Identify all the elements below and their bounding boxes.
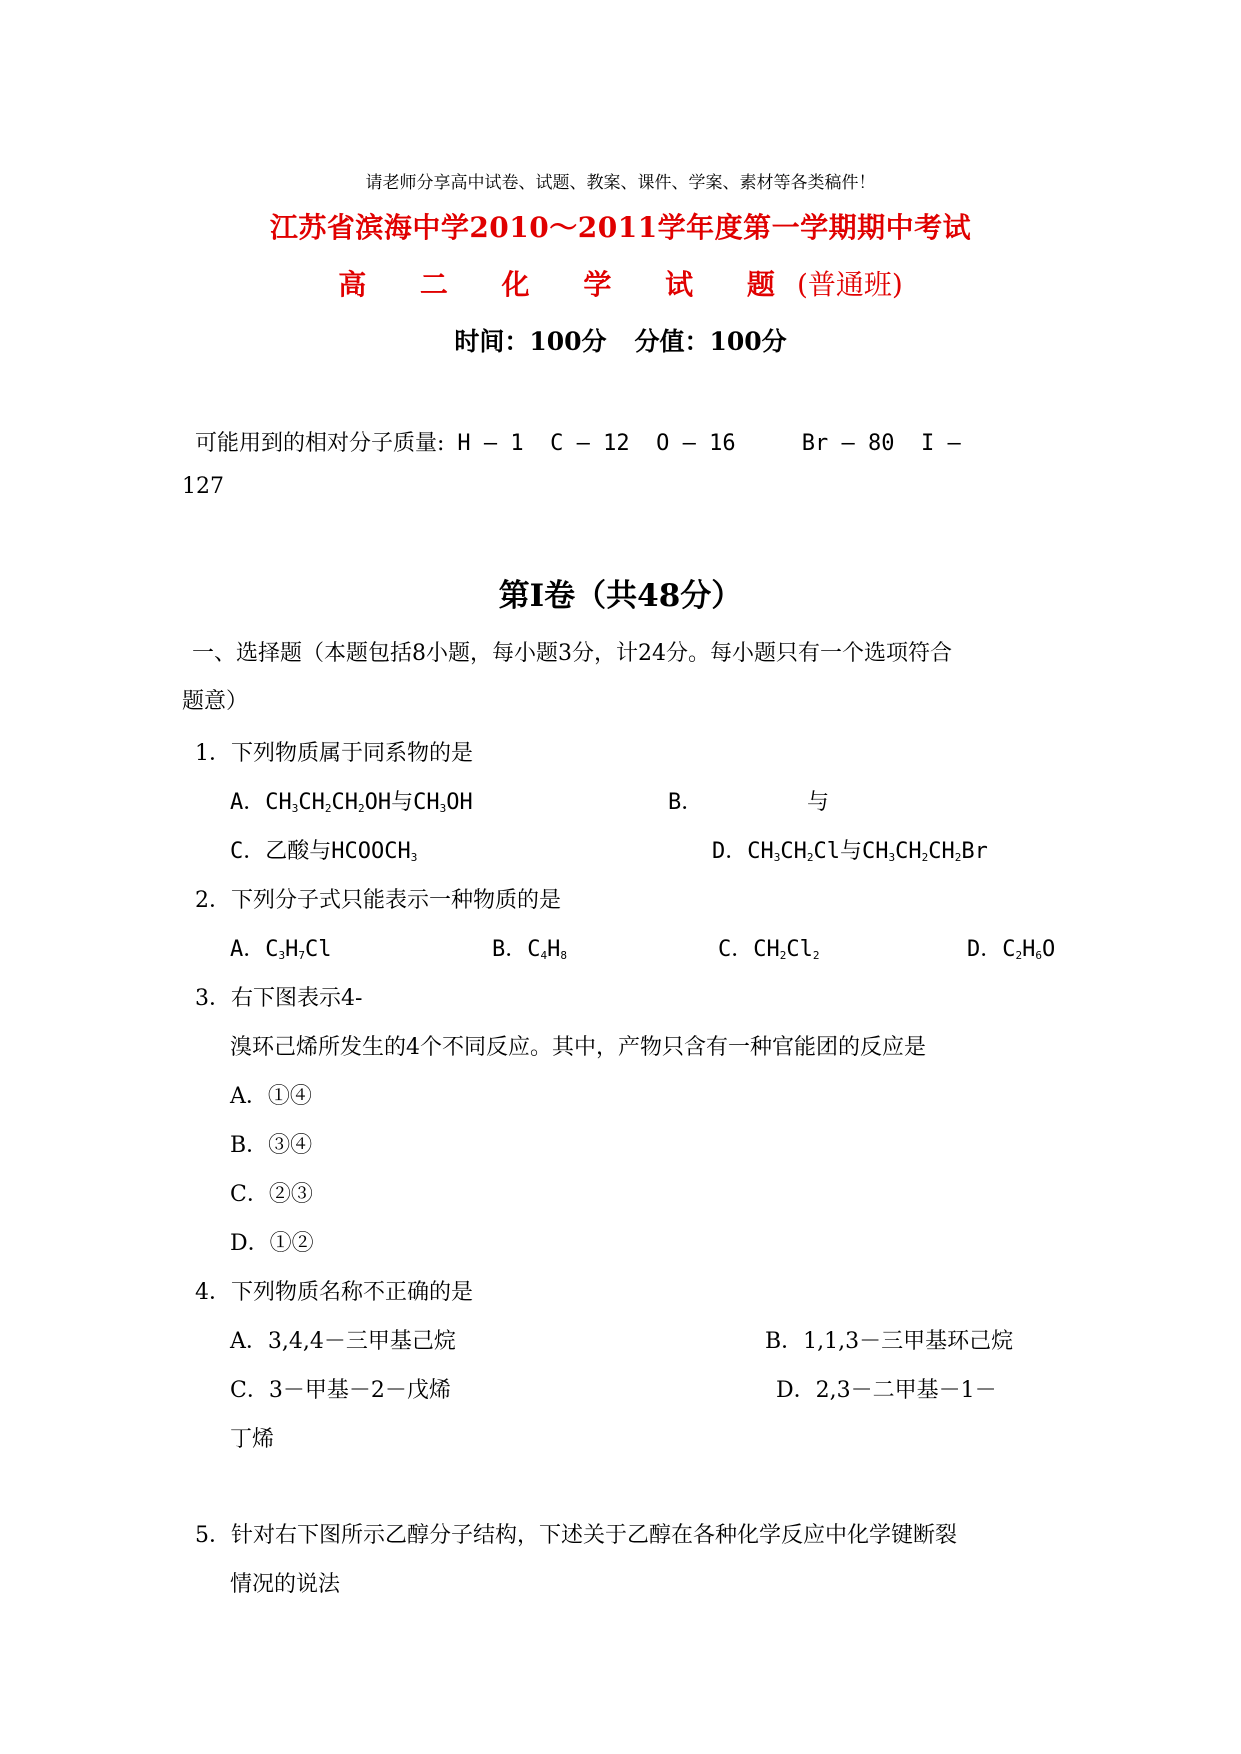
score-info: 分值：100分: [634, 327, 787, 356]
q1-option-d: D．$CH_3CH_2Cl$与$CH_3CH_2CH_2Br$: [712, 839, 988, 864]
question-5-stem: 5．针对右下图所示乙醇分子结构，下述关于乙醇在各种化学反应中化学键断裂: [195, 1523, 957, 1548]
masses-label: 可能用到的相对分子质量:: [195, 431, 445, 456]
question-5-stem-cont: 情况的说法: [230, 1572, 341, 1597]
q3-option-b: B．③④: [230, 1133, 313, 1158]
q2-option-c: C．$CH_2Cl_2$: [718, 937, 820, 962]
question-4-stem: 4．下列物质名称不正确的是: [195, 1280, 473, 1305]
q1-option-b-text: 与: [807, 790, 830, 815]
share-notice: 请老师分享高中试卷、试题、教案、课件、学案、素材等各类稿件！: [365, 173, 876, 193]
subject-title: 高 二 化 学 试 题: [338, 268, 797, 301]
time-score-line: [0, 322, 1241, 358]
time-info: 时间：100分: [454, 327, 607, 356]
q4-option-d: D．2,3－二甲基－1－: [776, 1378, 997, 1403]
q1-option-b-label: B．: [668, 790, 704, 815]
question-2-stem: 2．下列分子式只能表示一种物质的是: [195, 888, 561, 913]
q4-option-c: C．3－甲基－2－戊烯: [230, 1378, 451, 1403]
q2-option-d: D．$C_2H_6O$: [967, 937, 1056, 962]
q2-option-a: A．$C_3H_7Cl$: [230, 937, 332, 962]
q1-option-a: A．$CH_3CH_2CH_2OH$与$CH_3OH$: [230, 790, 473, 815]
q3-option-c: C．②③: [230, 1182, 313, 1207]
section-instructions-cont: 题意）: [182, 689, 249, 714]
q1-option-c: C．乙酸与$HCOOCH_3$: [230, 839, 418, 864]
class-type: (普通班): [796, 268, 903, 301]
question-3-stem-cont: 溴环己烯所发生的4个不同反应。其中，产物只含有一种官能团的反应是: [230, 1035, 926, 1060]
q2-option-b: B．$C_4H_8$: [492, 937, 567, 962]
exam-title: 江苏省滨海中学2010～2011学年度第一学期期中考试: [269, 211, 972, 244]
masses-line2: 127: [182, 474, 224, 499]
q3-option-d: D．①②: [230, 1231, 314, 1256]
question-3-stem: 3．右下图表示4-: [195, 986, 363, 1011]
exam-subtitle: [0, 263, 1241, 303]
q4-option-d-cont: 丁烯: [230, 1427, 275, 1452]
q4-option-a: A．3,4,4－三甲基己烷: [230, 1329, 456, 1354]
question-1-stem: 1．下列物质属于同系物的是: [195, 741, 473, 766]
q4-option-b: B．1,1,3－三甲基环己烷: [765, 1329, 1014, 1354]
q3-option-a: A．①④: [230, 1084, 312, 1109]
section-title: 第Ⅰ卷（共48分）: [498, 578, 743, 614]
masses-values: H – 1 C – 12 O – 16 Br – 80 I –: [457, 431, 961, 456]
masses-line: [195, 426, 961, 457]
section-instructions: 一、选择题（本题包括8小题，每小题3分，计24分。每小题只有一个选项符合: [192, 641, 952, 666]
